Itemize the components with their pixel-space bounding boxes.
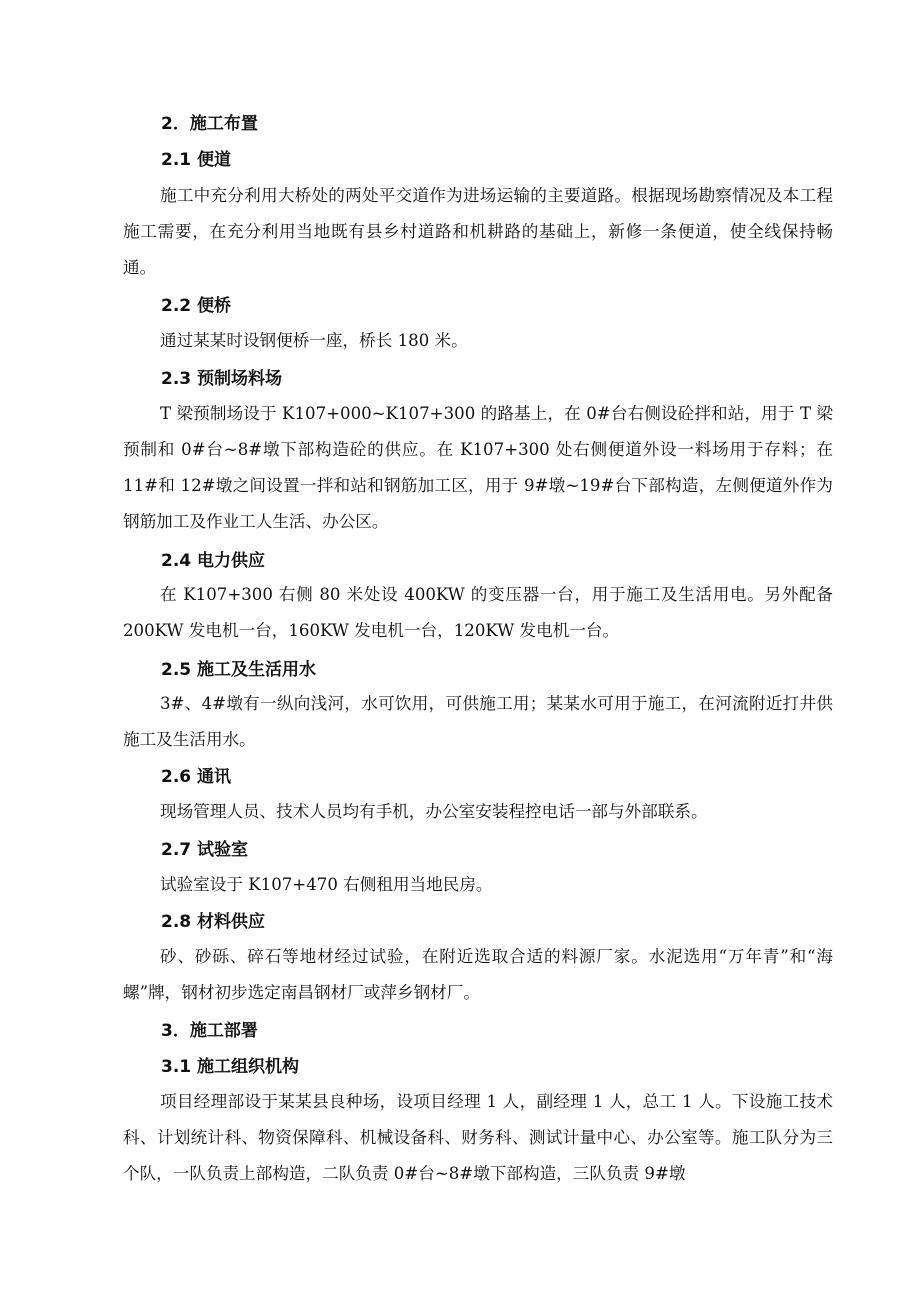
heading-2-1: 2.1 便道 (161, 150, 232, 170)
heading-2-8: 2.8 材料供应 (161, 912, 266, 932)
paragraph-2-3: T 梁预制场设于 K107+000~K107+300 的路基上，在 0#台右侧设砼拌和站，用于 T 梁预制和 0#台~8#墩下部构造砼的供应。在 K107+300 处右侧便道外设一料场用于存料；在 11#和 12#墩之间设置一拌和站和钢筋加工区，用于 9#墩~19#台下部构造，左侧便道外作为钢筋加工及作业工人生活、办公区。 (123, 404, 833, 531)
heading-2-3: 2.3 预制场料场 (161, 369, 283, 389)
paragraph-2-6: 现场管理人员、技术人员均有手机，办公室安装程控电话一部与外部联系。 (160, 802, 708, 821)
heading-2-5: 2.5 施工及生活用水 (161, 660, 317, 680)
heading-2-4: 2.4 电力供应 (161, 551, 266, 571)
heading-3-1: 3.1 施工组织机构 (161, 1057, 300, 1077)
heading-2-7: 2.7 试验室 (161, 840, 249, 860)
paragraph-3-1: 项目经理部设于某某县良种场，设项目经理 1 人，副经理 1 人，总工 1 人。下设施工技术科、计划统计科、物资保障科、机械设备科、财务科、测试计量中心、办公室等。施工队分为三个队，一队负责上部构造，二队负责 0#台~8#墩下部构造，三队负责 9#墩 (123, 1092, 833, 1183)
heading-2: 2．施工布置 (161, 114, 258, 134)
paragraph-2-4: 在 K107+300 右侧 80 米处设 400KW 的变压器一台，用于施工及生活用电。另外配备 200KW 发电机一台，160KW 发电机一台，120KW 发电机一台。 (123, 585, 833, 640)
paragraph-2-1: 施工中充分利用大桥处的两处平交道作为进场运输的主要道路。根据现场勘察情况及本工程施工需要，在充分利用当地既有县乡村道路和机耕路的基础上，新修一条便道，使全线保持畅通。 (123, 186, 833, 277)
heading-2-6: 2.6 通讯 (161, 767, 232, 787)
paragraph-2-8: 砂、砂砾、碎石等地材经过试验，在附近选取合适的料源厂家。水泥选用“万年青”和“海螺”牌，钢材初步选定南昌钢材厂或萍乡钢材厂。 (123, 947, 833, 1002)
paragraph-2-5: 3#、4#墩有一纵向浅河，水可饮用，可供施工用；某某水可用于施工，在河流附近打井供施工及生活用水。 (123, 694, 833, 749)
paragraph-2-7: 试验室设于 K107+470 右侧租用当地民房。 (160, 875, 493, 894)
heading-2-2: 2.2 便桥 (161, 296, 232, 316)
heading-3: 3．施工部署 (161, 1021, 258, 1041)
paragraph-2-2: 通过某某时设钢便桥一座，桥长 180 米。 (160, 331, 468, 350)
